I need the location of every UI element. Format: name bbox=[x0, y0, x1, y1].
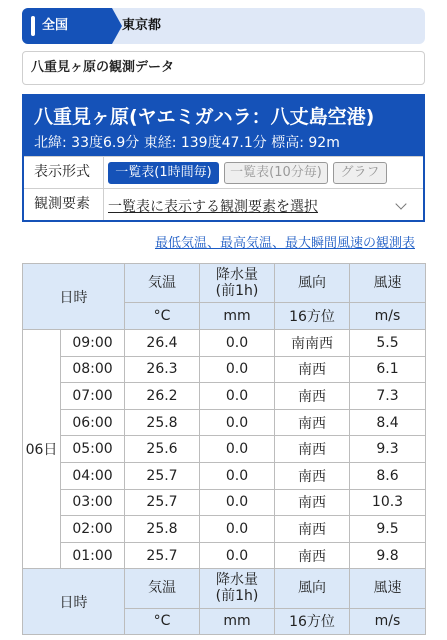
breadcrumb-marker-icon bbox=[31, 16, 35, 36]
wind-dir-cell: 南西 bbox=[275, 356, 350, 383]
elements-select[interactable]: 一覧表に表示する観測要素を選択 bbox=[108, 199, 318, 215]
graph-button[interactable]: グラフ bbox=[333, 162, 387, 184]
wind-dir-cell: 南西 bbox=[275, 462, 350, 489]
header-precip-line2: (前1h) bbox=[215, 283, 259, 300]
observation-table bbox=[22, 263, 426, 635]
temp-cell: 25.8 bbox=[125, 516, 200, 543]
wind-speed-cell: 8.4 bbox=[350, 409, 426, 436]
temp-cell: 25.7 bbox=[125, 489, 200, 516]
time-cell: 05:00 bbox=[61, 436, 125, 463]
temp-cell: 25.6 bbox=[125, 436, 200, 463]
repeat-unit-dir: 16方位 bbox=[275, 608, 350, 635]
repeat-header-wind-dir: 風向 bbox=[275, 569, 350, 608]
wind-dir-cell: 南南西 bbox=[275, 330, 350, 357]
time-cell: 04:00 bbox=[61, 462, 125, 489]
repeat-header-temp: 気温 bbox=[125, 569, 200, 608]
wind-dir-cell: 南西 bbox=[275, 383, 350, 410]
precip-cell: 0.0 bbox=[200, 542, 275, 569]
breadcrumb-tokyo-link[interactable]: 東京都 bbox=[122, 18, 162, 33]
breadcrumb-national-link[interactable] bbox=[22, 8, 112, 44]
repeat-unit-precip: mm bbox=[200, 608, 275, 635]
precip-cell: 0.0 bbox=[200, 436, 275, 463]
time-cell: 09:00 bbox=[61, 330, 125, 357]
temp-cell: 25.8 bbox=[125, 409, 200, 436]
header-precip bbox=[200, 264, 275, 303]
repeat-header-precip-line2: (前1h) bbox=[215, 588, 259, 605]
temp-cell: 25.7 bbox=[125, 542, 200, 569]
precip-cell: 0.0 bbox=[200, 409, 275, 436]
wind-speed-cell: 9.3 bbox=[350, 436, 426, 463]
unit-speed: m/s bbox=[350, 303, 426, 330]
wind-dir-cell: 南西 bbox=[275, 436, 350, 463]
unit-precip: mm bbox=[200, 303, 275, 330]
precip-cell: 0.0 bbox=[200, 516, 275, 543]
repeat-header-precip-line1: 降水量 bbox=[216, 572, 258, 589]
precip-cell: 0.0 bbox=[200, 356, 275, 383]
wind-speed-cell: 6.1 bbox=[350, 356, 426, 383]
header-precip-line1: 降水量 bbox=[216, 267, 258, 284]
precip-cell: 0.0 bbox=[200, 330, 275, 357]
repeat-header-precip bbox=[200, 569, 275, 608]
temp-cell: 26.3 bbox=[125, 356, 200, 383]
temp-cell: 26.2 bbox=[125, 383, 200, 410]
station-panel bbox=[22, 94, 425, 222]
time-cell: 06:00 bbox=[61, 409, 125, 436]
repeat-unit-speed: m/s bbox=[350, 608, 426, 635]
wind-speed-cell: 9.8 bbox=[350, 542, 426, 569]
precip-cell: 0.0 bbox=[200, 383, 275, 410]
time-cell: 08:00 bbox=[61, 356, 125, 383]
chevron-down-icon[interactable] bbox=[395, 198, 406, 209]
day-cell: 06日 bbox=[23, 330, 61, 569]
wind-speed-cell: 5.5 bbox=[350, 330, 426, 357]
header-datetime: 日時 bbox=[23, 264, 125, 330]
wind-speed-cell: 8.6 bbox=[350, 462, 426, 489]
time-cell: 03:00 bbox=[61, 489, 125, 516]
temp-cell: 26.4 bbox=[125, 330, 200, 357]
repeat-unit-temp: °C bbox=[125, 608, 200, 635]
wind-speed-cell: 10.3 bbox=[350, 489, 426, 516]
wind-dir-cell: 南西 bbox=[275, 516, 350, 543]
wind-dir-cell: 南西 bbox=[275, 409, 350, 436]
time-cell: 07:00 bbox=[61, 383, 125, 410]
display-format-label: 表示形式 bbox=[24, 157, 104, 188]
station-header bbox=[24, 96, 423, 156]
precip-cell: 0.0 bbox=[200, 462, 275, 489]
breadcrumb-level1-label: 全国 bbox=[42, 18, 69, 33]
elements-label: 観測要素 bbox=[24, 189, 104, 220]
station-coords: 北緯: 33度6.9分 東経: 139度47.1分 標高: 92m bbox=[34, 135, 340, 151]
temp-cell: 25.7 bbox=[125, 462, 200, 489]
unit-temp: °C bbox=[125, 303, 200, 330]
display-format-row bbox=[24, 156, 423, 188]
wind-speed-cell: 7.3 bbox=[350, 383, 426, 410]
wind-dir-cell: 南西 bbox=[275, 542, 350, 569]
breadcrumb bbox=[22, 8, 425, 44]
wind-speed-cell: 9.5 bbox=[350, 516, 426, 543]
time-cell: 02:00 bbox=[61, 516, 125, 543]
elements-row bbox=[24, 188, 423, 220]
time-cell: 01:00 bbox=[61, 542, 125, 569]
precip-cell: 0.0 bbox=[200, 489, 275, 516]
repeat-header-datetime: 日時 bbox=[23, 569, 125, 635]
page-title: 八重見ヶ原の観測データ bbox=[22, 51, 425, 85]
unit-dir: 16方位 bbox=[275, 303, 350, 330]
extremes-link[interactable]: 最低気温、最高気温、最大瞬間風速の観測表 bbox=[154, 236, 415, 251]
header-wind-dir: 風向 bbox=[275, 264, 350, 303]
header-wind-speed: 風速 bbox=[350, 264, 426, 303]
breadcrumb-arrow-icon bbox=[112, 8, 122, 44]
ten-minute-table-button[interactable]: 一覧表(10分毎) bbox=[224, 162, 328, 184]
header-temp: 気温 bbox=[125, 264, 200, 303]
station-name: 八重見ヶ原(ヤエミガハラ：八丈島空港) bbox=[34, 106, 375, 128]
hourly-table-button[interactable]: 一覧表(1時間毎) bbox=[108, 162, 219, 184]
wind-dir-cell: 南西 bbox=[275, 489, 350, 516]
repeat-header-wind-speed: 風速 bbox=[350, 569, 426, 608]
